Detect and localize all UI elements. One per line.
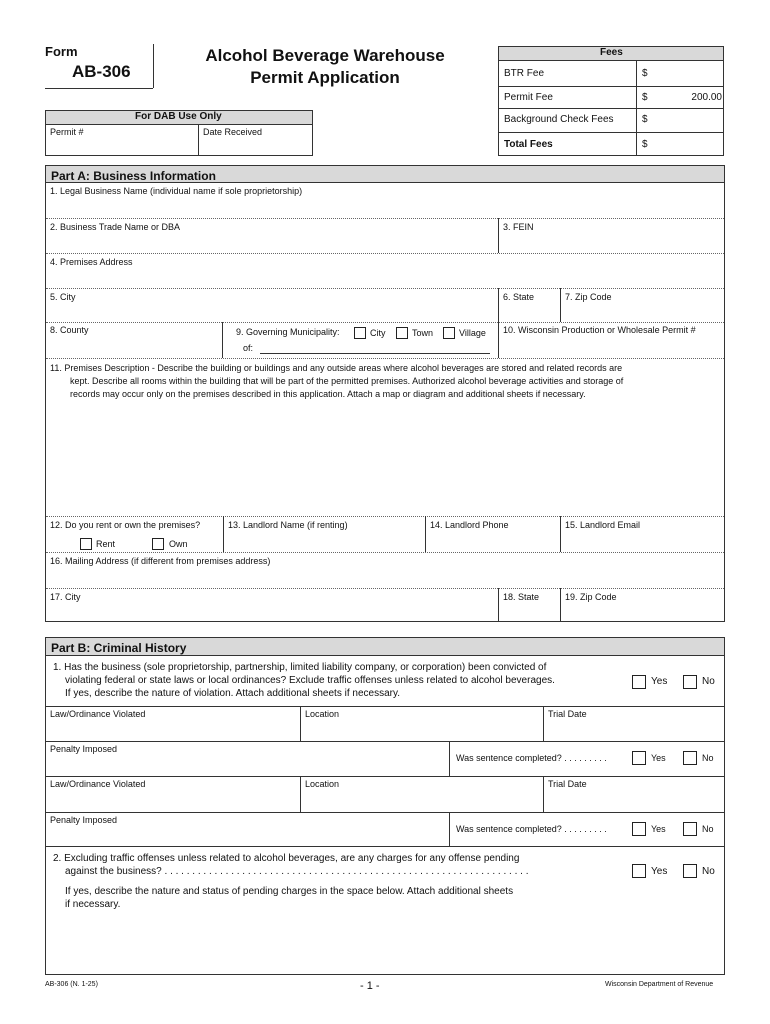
q1-line3: If yes, describe the nature of violation. Attach additional sheets if necessary. — [65, 688, 401, 699]
q2-line4: if necessary. — [65, 899, 121, 910]
violation2-completed-label: Was sentence completed? . . . . . . . . . — [456, 824, 607, 834]
violation2-no-label: No — [702, 824, 714, 834]
form-title-line1: Alcohol Beverage Warehouse — [205, 46, 445, 65]
q1-yes-checkbox[interactable] — [632, 675, 646, 689]
violation2-yes-label: Yes — [651, 824, 666, 834]
q2-line2: against the business? . . . . . . . . . . . . . . . . . . . . . . . . . . . . . . . . . . . . . . . . . . . . . . . . . . . . . . . . . . . . . . . . . . — [65, 866, 529, 877]
header-underline — [45, 88, 153, 89]
fee-label-btr: BTR Fee — [504, 68, 545, 79]
field-landlord-name: 13. Landlord Name (if renting) — [228, 520, 348, 530]
municipality-town-label: Town — [412, 328, 434, 338]
violation1-law-label: Law/Ordinance Violated — [50, 709, 146, 719]
violation1-location-label: Location — [305, 709, 340, 719]
fee-currency-total: $ — [642, 139, 648, 150]
fee-label-background: Background Check Fees — [504, 114, 614, 125]
violation2-no-checkbox[interactable] — [683, 822, 697, 836]
violation2-law-label: Law/Ordinance Violated — [50, 779, 146, 789]
municipality-of-label: of: — [243, 343, 254, 353]
field-premises-description-l3: records may occur only on the premises described in this application. Attach a map or diagram and additional sheets if necessary. — [70, 389, 586, 399]
fees-heading: Fees — [600, 47, 623, 58]
violation1-yes-checkbox[interactable] — [632, 751, 646, 765]
q1-line1: 1. Has the business (sole proprietorship, partnership, limited liability company, or corporation) been convicted of — [53, 662, 547, 673]
violation2-yes-checkbox[interactable] — [632, 822, 646, 836]
q1-no-checkbox[interactable] — [683, 675, 697, 689]
field-mailing-address: 16. Mailing Address (if different from premises address) — [50, 556, 271, 566]
violation1-trial-label: Trial Date — [548, 709, 587, 719]
form-number: AB-306 — [72, 62, 131, 81]
field-trade-name: 2. Business Trade Name or DBA — [50, 222, 181, 232]
field-legal-business-name: 1. Legal Business Name (individual name if sole proprietorship) — [50, 186, 303, 196]
fee-label-total: Total Fees — [504, 139, 553, 150]
form-label: Form — [45, 44, 78, 59]
field-mailing-state: 18. State — [503, 592, 540, 602]
field-landlord-email: 15. Landlord Email — [565, 520, 641, 530]
violation1-penalty-label: Penalty Imposed — [50, 744, 118, 754]
part-a-heading: Part A: Business Information — [46, 166, 724, 183]
own-checkbox[interactable] — [152, 538, 164, 550]
fee-currency-background: $ — [642, 114, 648, 125]
field-premises-description-l2: kept. Describe all rooms within the building that will be part of the permitted premises. Authorized alcohol beverage activities and storage of — [70, 376, 624, 386]
municipality-town-checkbox[interactable] — [396, 327, 408, 339]
municipality-city-checkbox[interactable] — [354, 327, 366, 339]
q1-line2: violating federal or state laws or local ordinances? Exclude traffic offenses unless related to alcohol beverages. — [65, 675, 555, 686]
rent-label: Rent — [96, 539, 116, 549]
q2-yes-checkbox[interactable] — [632, 864, 646, 878]
field-mailing-city: 17. City — [50, 592, 81, 602]
dab-heading: For DAB Use Only — [135, 111, 222, 122]
fee-currency-permit: $ — [642, 92, 648, 103]
violation2-penalty-label: Penalty Imposed — [50, 815, 118, 825]
field-premises-address: 4. Premises Address — [50, 257, 133, 267]
field-fein: 3. FEIN — [503, 222, 534, 232]
q1-no-label: No — [702, 676, 715, 687]
footer-page-number: - 1 - — [360, 980, 380, 992]
field-premises-description-l1: 11. Premises Description - Describe the building or buildings and any outside areas where alcohol beverages are stored and related records are — [50, 363, 623, 373]
q2-no-checkbox[interactable] — [683, 864, 697, 878]
q2-line1: 2. Excluding traffic offenses unless related to alcohol beverages, are any charges for any offense pending — [53, 853, 520, 864]
q2-line3: If yes, describe the nature and status of pending charges in the space below. Attach additional sheets — [65, 886, 514, 897]
field-county: 8. County — [50, 325, 89, 335]
form-title-line2: Permit Application — [250, 68, 400, 87]
field-landlord-phone: 14. Landlord Phone — [430, 520, 509, 530]
fee-amount-permit[interactable]: 200.00 — [691, 92, 722, 103]
violation1-no-label: No — [702, 753, 714, 763]
municipality-village-label: Village — [459, 328, 486, 338]
footer-form-rev: AB-306 (N. 1-25) — [45, 981, 98, 988]
field-governing-municipality: 9. Governing Municipality: — [236, 327, 340, 337]
q1-yes-label: Yes — [651, 676, 668, 687]
field-mailing-zip: 19. Zip Code — [565, 592, 617, 602]
violation2-location-label: Location — [305, 779, 340, 789]
rent-checkbox[interactable] — [80, 538, 92, 550]
footer-department: Wisconsin Department of Revenue — [605, 981, 714, 988]
violation1-completed-label: Was sentence completed? . . . . . . . . . — [456, 753, 607, 763]
own-label: Own — [169, 539, 188, 549]
fee-currency-btr: $ — [642, 68, 648, 79]
field-city: 5. City — [50, 292, 76, 302]
q2-no-label: No — [702, 866, 715, 877]
field-rent-own: 12. Do you rent or own the premises? — [50, 520, 201, 530]
field-state: 6. State — [503, 292, 535, 302]
violation1-no-checkbox[interactable] — [683, 751, 697, 765]
violation2-trial-label: Trial Date — [548, 779, 587, 789]
municipality-of-line[interactable] — [260, 353, 490, 354]
field-wi-permit: 10. Wisconsin Production or Wholesale Permit # — [503, 325, 696, 335]
violation1-yes-label: Yes — [651, 753, 666, 763]
dab-date-label: Date Received — [203, 127, 263, 137]
municipality-city-label: City — [370, 328, 386, 338]
fee-label-permit: Permit Fee — [504, 92, 553, 103]
municipality-village-checkbox[interactable] — [443, 327, 455, 339]
field-zip: 7. Zip Code — [565, 292, 612, 302]
q2-yes-label: Yes — [651, 866, 668, 877]
header-divider — [153, 44, 154, 88]
part-b-heading: Part B: Criminal History — [46, 638, 724, 656]
dab-permit-label: Permit # — [50, 127, 84, 137]
